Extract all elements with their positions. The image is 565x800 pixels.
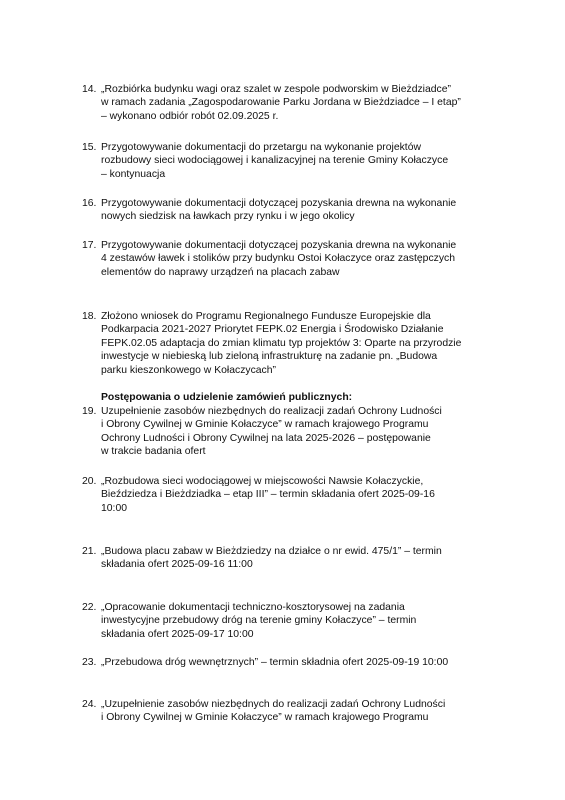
- item-line: parku kieszonkowego w Kołaczycach”: [101, 364, 276, 376]
- item-text: [101, 310, 522, 377]
- item-text: [101, 83, 522, 123]
- list-item-18: [82, 310, 522, 377]
- list-item-22: [82, 601, 522, 641]
- item-line: inwestycyjne przebudowy dróg na terenie gminy Kołaczyce” – termin: [101, 615, 417, 627]
- item-line: nowych siedzisk na ławkach przy rynku i w jego okolicy: [101, 211, 355, 223]
- item-text: [101, 141, 522, 181]
- item-line: Przygotowywanie dokumentacji dotyczącej pozyskania drewna na wykonanie: [101, 240, 457, 251]
- item-line: „Przebudowa dróg wewnętrznych” – termin składnia ofert 2025-09-19 10:00: [101, 657, 449, 668]
- item-number: 20.: [82, 476, 97, 487]
- item-line: Przygotowywanie dokumentacji dotyczącej pozyskania drewna na wykonanie: [101, 198, 457, 209]
- item-line: Przygotowywanie dokumentacji do przetargu na wykonanie projektów: [101, 142, 421, 153]
- item-line: 10:00: [101, 502, 128, 514]
- item-text: [101, 545, 522, 572]
- item-line: – wykonano odbiór robót 02.09.2025 r.: [101, 110, 279, 122]
- item-line: „Uzupełnienie zasobów niezbędnych do realizacji zadań Ochrony Ludności: [101, 699, 446, 710]
- item-line: w ramach zadania „Zagospodarowanie Parku Jordana w Bieżdziadce – I etap”: [101, 97, 461, 109]
- list-item-24: [82, 698, 522, 725]
- list-item-23: [82, 656, 522, 669]
- item-line: Podkarpacia 2021-2027 Priorytet FEPK.02 Energia i Środowisko Działanie: [101, 324, 444, 336]
- item-line: Ochrony Ludności i Obrony Cywilnej na lata 2025-2026 – postępowanie: [101, 432, 431, 444]
- item-text: [101, 698, 522, 725]
- section-heading: Postępowania o udzielenie zamówień publicznych:: [101, 392, 353, 403]
- list-item-17: [82, 239, 522, 279]
- item-number: 23.: [82, 657, 97, 668]
- item-number: 16.: [82, 198, 97, 209]
- item-number: 21.: [82, 546, 97, 557]
- list-item-16: [82, 197, 522, 224]
- item-line: „Opracowanie dokumentacji techniczno-kosztorysowej na zadania: [101, 602, 405, 613]
- item-line: składania ofert 2025-09-17 10:00: [101, 628, 254, 640]
- item-line: Uzupełnienie zasobów niezbędnych do realizacji zadań Ochrony Ludności: [101, 406, 442, 417]
- item-line: i Obrony Cywilnej w Gminie Kołaczyce” w ramach krajowego Programu: [101, 712, 429, 724]
- item-line: elementów do naprawy urządzeń na placach zabaw: [101, 266, 340, 278]
- item-number: 24.: [82, 699, 97, 710]
- item-number: 19.: [82, 406, 97, 417]
- item-text: [101, 197, 522, 224]
- list-item-15: [82, 141, 522, 181]
- list-item-20: [82, 475, 522, 515]
- item-line: Bieździedza i Bieżdziadka – etap III” – termin składania ofert 2025-09-16: [101, 489, 435, 501]
- item-line: składania ofert 2025-09-16 11:00: [101, 559, 253, 571]
- item-text: [101, 405, 522, 459]
- item-text: [101, 656, 522, 669]
- item-line: „Rozbudowa sieci wodociągowej w miejscowości Nawsie Kołaczyckie,: [101, 476, 424, 487]
- item-text: [101, 475, 522, 515]
- list-item-21: [82, 545, 522, 572]
- item-number: 18.: [82, 311, 97, 322]
- item-line: – kontynuacja: [101, 168, 166, 180]
- item-number: 17.: [82, 240, 97, 251]
- item-number: 15.: [82, 142, 97, 153]
- item-line: inwestycje w niebieską lub zieloną infrastrukturę na zadanie pn. „Budowa: [101, 351, 438, 363]
- item-line: „Budowa placu zabaw w Bieżdziedzy na działce o nr ewid. 475/1” – termin: [101, 546, 442, 557]
- item-line: Złożono wniosek do Programu Regionalnego Fundusze Europejskie dla: [101, 311, 431, 322]
- item-text: [101, 601, 522, 641]
- item-line: w trakcie badania ofert: [101, 446, 206, 458]
- list-item-14: [82, 83, 522, 123]
- list-item-19: [82, 405, 522, 459]
- item-line: i Obrony Cywilnej w Gminie Kołaczyce” w ramach krajowego Programu: [101, 419, 429, 431]
- item-line: „Rozbiórka budynku wagi oraz szalet w zespole podworskim w Bieżdziadce”: [101, 84, 451, 95]
- item-text: [101, 239, 522, 279]
- item-line: FEPK.02.05 adaptacja do zmian klimatu typ projektów 3: Oparte na przyrodzie: [101, 337, 462, 349]
- item-number: 14.: [82, 84, 97, 95]
- item-number: 22.: [82, 602, 97, 613]
- item-line: 4 zestawów ławek i stolików przy budynku Ostoi Kołaczyce oraz zastępczych: [101, 253, 456, 265]
- item-line: rozbudowy sieci wodociągowej i kanalizacyjnej na terenie Gminy Kołaczyce: [101, 155, 449, 167]
